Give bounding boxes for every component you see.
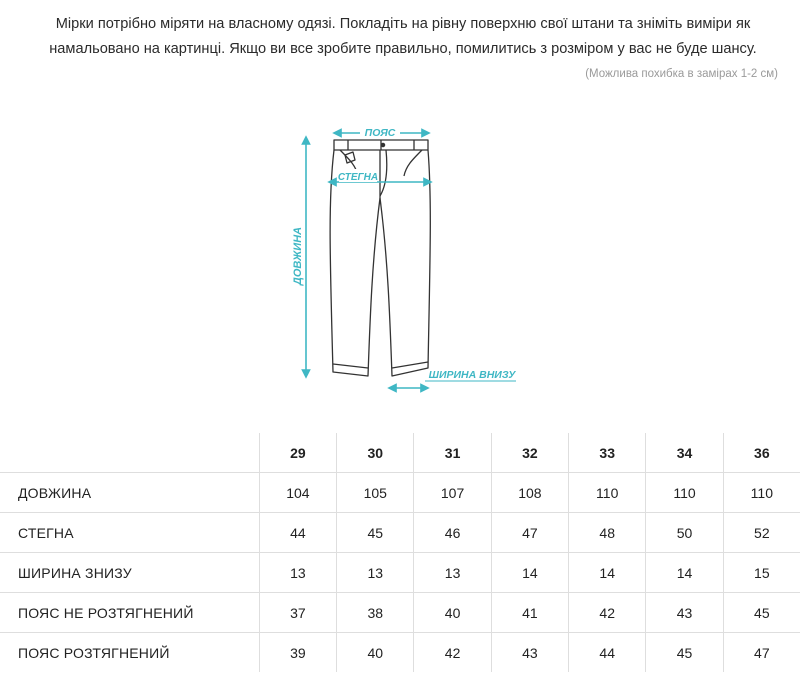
size-header: 30 (337, 433, 414, 473)
table-cell: 13 (337, 553, 414, 593)
instructions-text: Мірки потрібно міряти на власному одязі. Покладіть на рівну поверхню свої штани та зніміть виміри як намальовано на картинці. Якщо ви все зробите правильно, помилитись з розміром у вас не буде шансу. (49, 16, 757, 57)
table-cell: 45 (646, 633, 723, 673)
table-cell: 45 (723, 593, 800, 633)
table-cell: 50 (646, 513, 723, 553)
table-cell: 37 (259, 593, 336, 633)
table-cell: 110 (569, 473, 646, 513)
table-cell: 13 (259, 553, 336, 593)
size-header: 33 (569, 433, 646, 473)
size-header: 29 (259, 433, 336, 473)
row-label: ШИРИНА ЗНИЗУ (0, 553, 259, 593)
table-cell: 52 (723, 513, 800, 553)
size-header: 36 (723, 433, 800, 473)
table-cell: 47 (491, 513, 568, 553)
table-cell: 42 (569, 593, 646, 633)
table-cell: 110 (646, 473, 723, 513)
table-cell: 45 (337, 513, 414, 553)
table-cell: 38 (337, 593, 414, 633)
table-row (0, 593, 800, 633)
table-row (0, 633, 800, 673)
size-header: 34 (646, 433, 723, 473)
table-cell: 44 (259, 513, 336, 553)
hips-label: СТЕГНА (337, 172, 379, 183)
row-label: ДОВЖИНА (0, 473, 259, 513)
table-cell: 39 (259, 633, 336, 673)
table-cell: 41 (491, 593, 568, 633)
table-cell: 42 (414, 633, 491, 673)
table-cell: 110 (723, 473, 800, 513)
row-label: ПОЯС РОЗТЯГНЕНИЙ (0, 633, 259, 673)
table-cell: 43 (491, 633, 568, 673)
pants-outline (330, 132, 430, 376)
table-cell: 40 (337, 633, 414, 673)
table-cell: 48 (569, 513, 646, 553)
row-label: ПОЯС НЕ РОЗТЯГНЕНИЙ (0, 593, 259, 633)
table-cell: 40 (414, 593, 491, 633)
size-header: 31 (414, 433, 491, 473)
size-header-row (0, 433, 800, 473)
header-empty-cell (0, 433, 259, 473)
hem-label: ШИРИНА ВНИЗУ (428, 369, 516, 381)
table-cell: 13 (414, 553, 491, 593)
table-cell: 107 (414, 473, 491, 513)
table-cell: 46 (414, 513, 491, 553)
table-cell: 14 (491, 553, 568, 593)
size-chart-table (0, 433, 800, 672)
table-cell: 108 (491, 473, 568, 513)
table-cell: 43 (646, 593, 723, 633)
table-cell: 14 (646, 553, 723, 593)
table-cell: 14 (569, 553, 646, 593)
table-row (0, 473, 800, 513)
table-cell: 47 (723, 633, 800, 673)
size-header: 32 (491, 433, 568, 473)
measurement-error-note: (Можлива похибка в замірах 1-2 см) (585, 68, 778, 80)
table-cell: 44 (569, 633, 646, 673)
table-cell: 15 (723, 553, 800, 593)
table-row (0, 513, 800, 553)
row-label: СТЕГНА (0, 513, 259, 553)
length-label: ДОВЖИНА (292, 226, 304, 286)
table-row (0, 553, 800, 593)
waist-label: ПОЯС (364, 127, 396, 139)
pants-measurement-diagram (270, 122, 530, 412)
table-cell: 104 (259, 473, 336, 513)
table-cell: 105 (337, 473, 414, 513)
